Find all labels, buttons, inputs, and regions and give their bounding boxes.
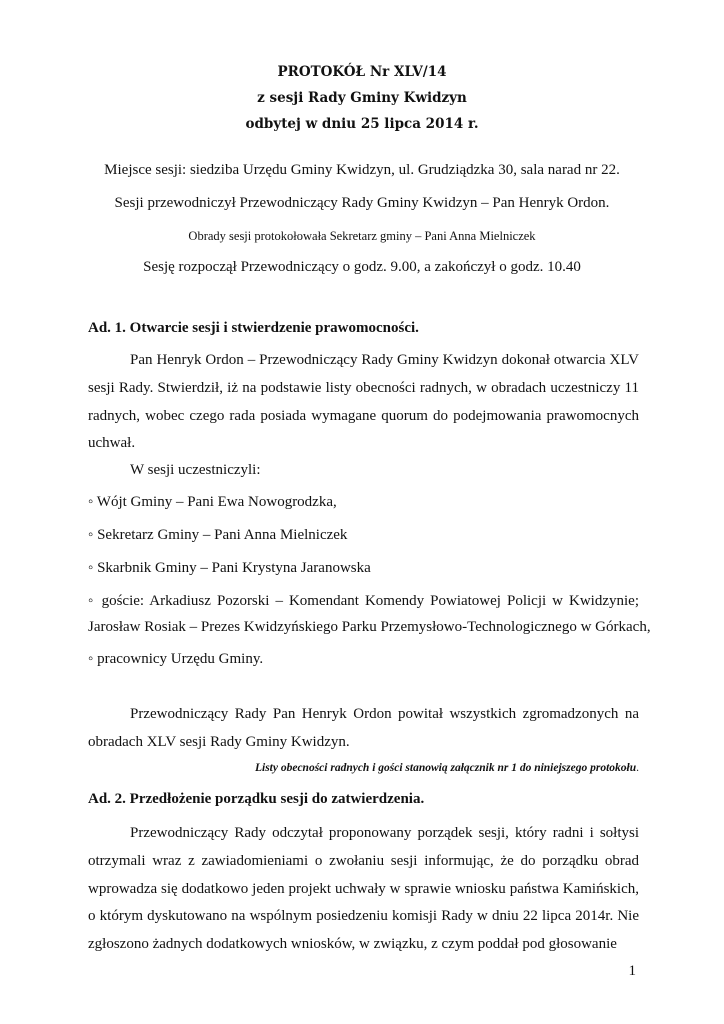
- attendance-note: Listy obecności radnych i gości stanowią załącznik nr 1 do niniejszego protokołu.: [254, 762, 639, 774]
- participant-item: ◦ Sekretarz Gminy – Pani Anna Mielniczek: [88, 527, 348, 543]
- document-date-line: odbytej w dniu 25 lipca 2014 r.: [245, 116, 479, 132]
- session-place: Miejsce sesji: siedziba Urzędu Gminy Kwidzyn, ul. Grudziądzka 30, sala narad nr 22.: [104, 162, 620, 178]
- welcome-paragraph: Przewodniczący Rady Pan Henryk Ordon powitał wszystkich zgromadzonych na obradach XLV sesji Rady Gminy Kwidzyn.: [88, 706, 639, 750]
- section1-heading: Ad. 1. Otwarcie sesji i stwierdzenie prawomocności.: [88, 320, 419, 336]
- document-title: PROTOKÓŁ Nr XLV/14: [277, 64, 447, 80]
- document-subtitle: z sesji Rady Gminy Kwidzyn: [257, 90, 467, 106]
- participants-intro: W sesji uczestniczyli:: [130, 462, 261, 478]
- staff-item: ◦ pracownicy Urzędu Gminy.: [88, 651, 264, 667]
- guests-line-1: ◦ goście: Arkadiusz Pozorski – Komendant Komendy Powiatowej Policji w Kwidzynie;: [88, 593, 639, 609]
- session-minutes-taker: Obrady sesji protokołowała Sekretarz gminy – Pani Anna Mielniczek: [188, 229, 536, 243]
- section2-paragraph: Przewodniczący Rady odczytał proponowany porządek sesji, który radni i sołtysi otrzymali wraz z zawiadomieniami o zwołaniu sesji informując, że do porządku obrad wprowadza się dodatkowo jeden projekt uchwały w sprawie wniosku państwa Kamińskich, o którym dyskutowano na wspólnym posiedzeniu komisji Rady w dniu 22 lipca 2014r. Nie zgłoszono żadnych dodatkowych wniosków, w związku, z czym poddał pod głosowanie: [88, 825, 639, 953]
- participant-item: ◦ Wójt Gminy – Pani Ewa Nowogrodzka,: [88, 494, 337, 510]
- session-time: Sesję rozpoczął Przewodniczący o godz. 9.00, a zakończył o godz. 10.40: [143, 259, 581, 275]
- page-number: 1: [628, 963, 636, 979]
- section1-paragraph: Pan Henryk Ordon – Przewodniczący Rady Gminy Kwidzyn dokonał otwarcia XLV sesji Rady. Stwierdził, iż na podstawie listy obecności radnych, w obradach uczestniczy 11 radnych, wobec czego rada posiada wymagane quorum do podejmowania prawomocnych uchwał.: [88, 352, 639, 452]
- section2-heading: Ad. 2. Przedłożenie porządku sesji do zatwierdzenia.: [88, 791, 425, 807]
- session-chair: Sesji przewodniczył Przewodniczący Rady Gminy Kwidzyn – Pan Henryk Ordon.: [114, 195, 610, 211]
- guests-line-2: Jarosław Rosiak – Prezes Kwidzyńskiego Parku Przemysłowo-Technologicznego w Górkach,: [88, 619, 651, 635]
- participant-item: ◦ Skarbnik Gminy – Pani Krystyna Jaranowska: [88, 560, 371, 576]
